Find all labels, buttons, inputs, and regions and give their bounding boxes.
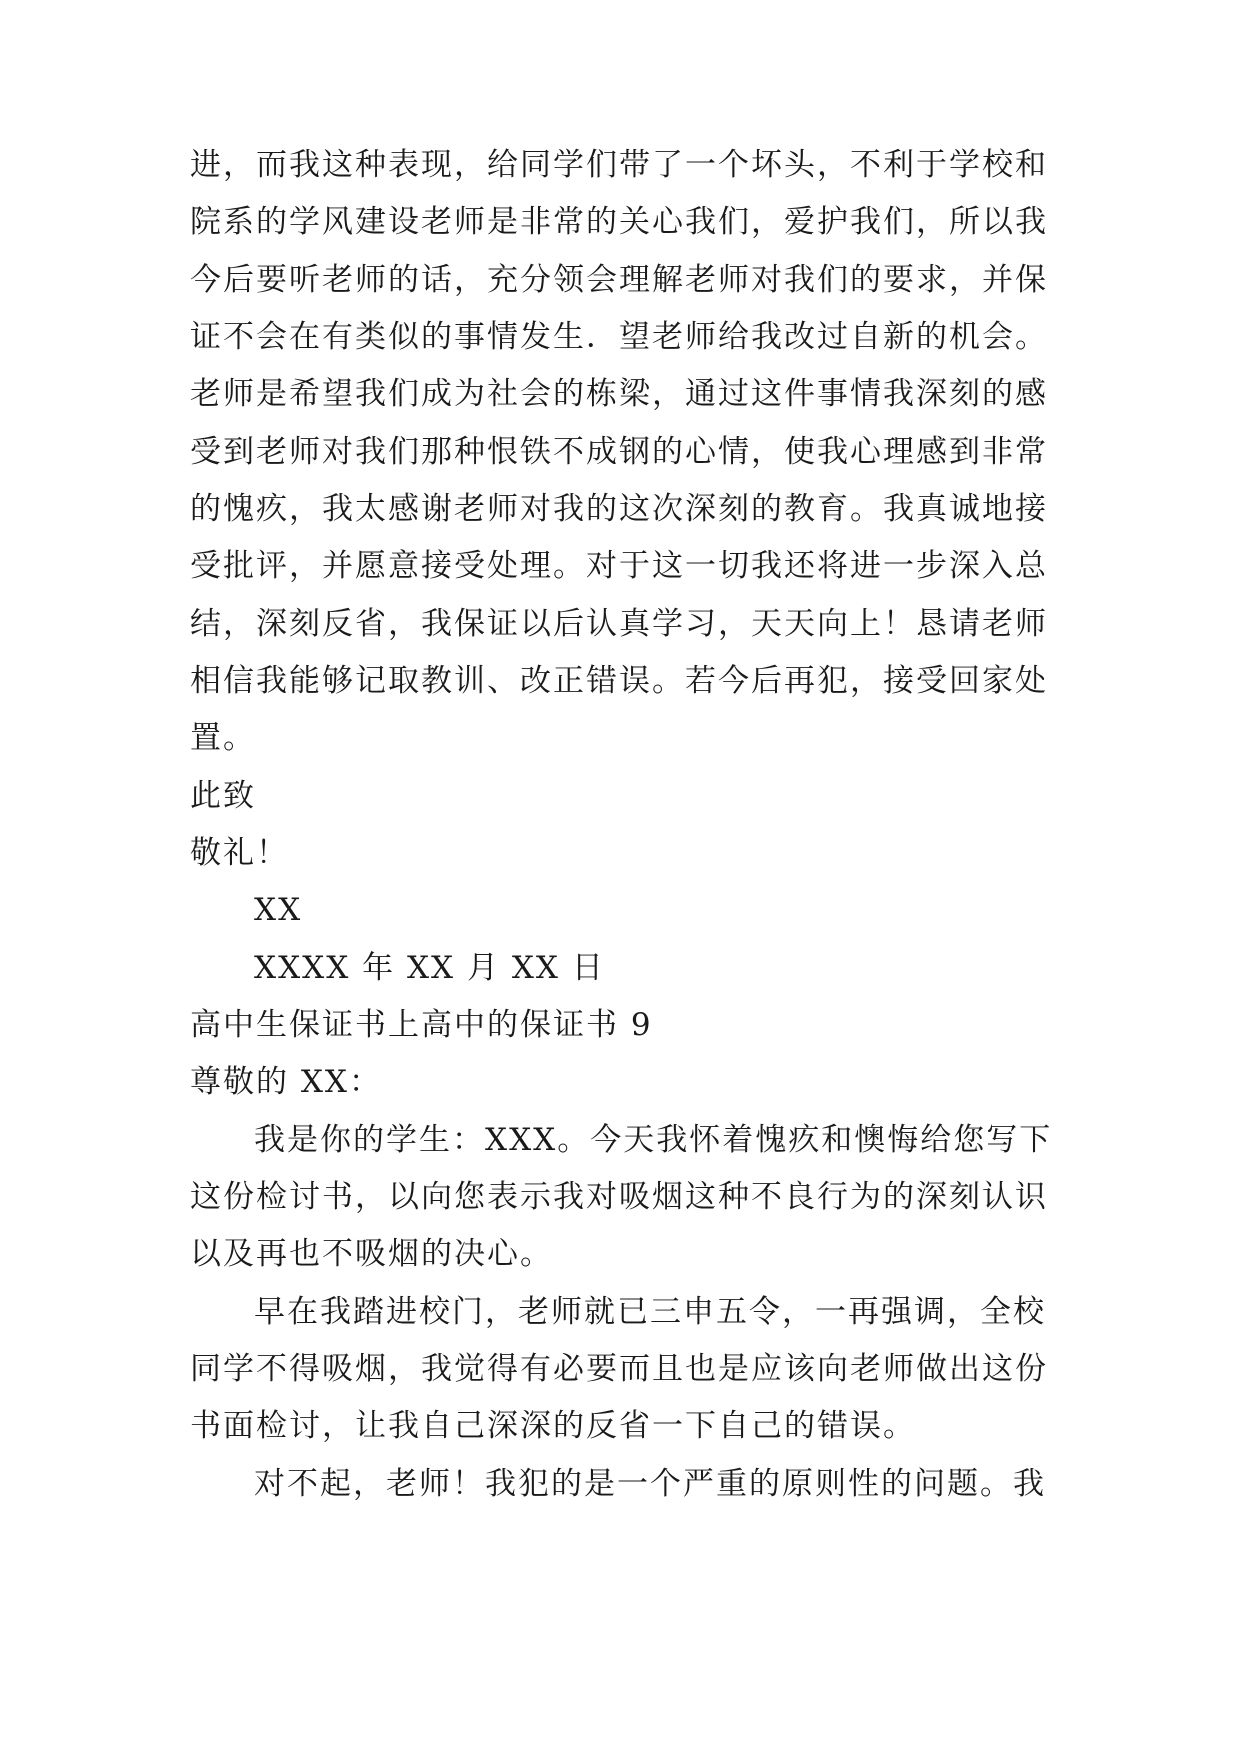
body-line: 相信我能够记取教训、改正错误。若今后再犯，接受回家处: [190, 663, 1048, 699]
body-line: 对不起，老师！我犯的是一个严重的原则性的问题。我: [254, 1466, 1046, 1502]
body-line: 受到老师对我们那种恨铁不成钢的心情，使我心理感到非常: [190, 434, 1048, 470]
body-line: 今后要听老师的话，充分领会理解老师对我们的要求，并保: [190, 262, 1048, 298]
body-line: 置。: [190, 720, 256, 756]
body-line: 受批评，并愿意接受处理。对于这一切我还将进一步深入总: [190, 548, 1048, 584]
body-line: 进，而我这种表现，给同学们带了一个坏头，不利于学校和: [190, 147, 1048, 183]
body-line: 我是你的学生：XXX。今天我怀着愧疚和懊悔给您写下: [254, 1122, 1053, 1158]
body-line: 老师是希望我们成为社会的栋梁，通过这件事情我深刻的感: [190, 376, 1048, 412]
closing-salutation: 此致: [190, 778, 256, 814]
body-line: 同学不得吸烟，我觉得有必要而且也是应该向老师做出这份: [190, 1351, 1048, 1387]
body-line: 以及再也不吸烟的决心。: [190, 1236, 553, 1272]
signature-date: XXXX 年 XX 月 XX 日: [254, 950, 605, 986]
body-line: 院系的学风建设老师是非常的关心我们，爱护我们，所以我: [190, 204, 1048, 240]
section-title: 高中生保证书上高中的保证书 9: [190, 1007, 653, 1043]
body-line: 书面检讨，让我自己深深的反省一下自己的错误。: [190, 1408, 916, 1444]
body-line: 这份检讨书，以向您表示我对吸烟这种不良行为的深刻认识: [190, 1179, 1048, 1215]
body-line: 的愧疚，我太感谢老师对我的这次深刻的教育。我真诚地接: [190, 491, 1048, 527]
signature-name: XX: [254, 892, 303, 928]
body-line: 证不会在有类似的事情发生．望老师给我改过自新的机会。: [190, 319, 1048, 355]
closing-regards: 敬礼！: [190, 835, 289, 871]
body-line: 早在我踏进校门，老师就已三申五令，一再强调，全校: [254, 1294, 1046, 1330]
body-line: 结，深刻反省，我保证以后认真学习，天天向上！恳请老师: [190, 606, 1048, 642]
letter-salutation: 尊敬的 XX：: [190, 1064, 382, 1100]
